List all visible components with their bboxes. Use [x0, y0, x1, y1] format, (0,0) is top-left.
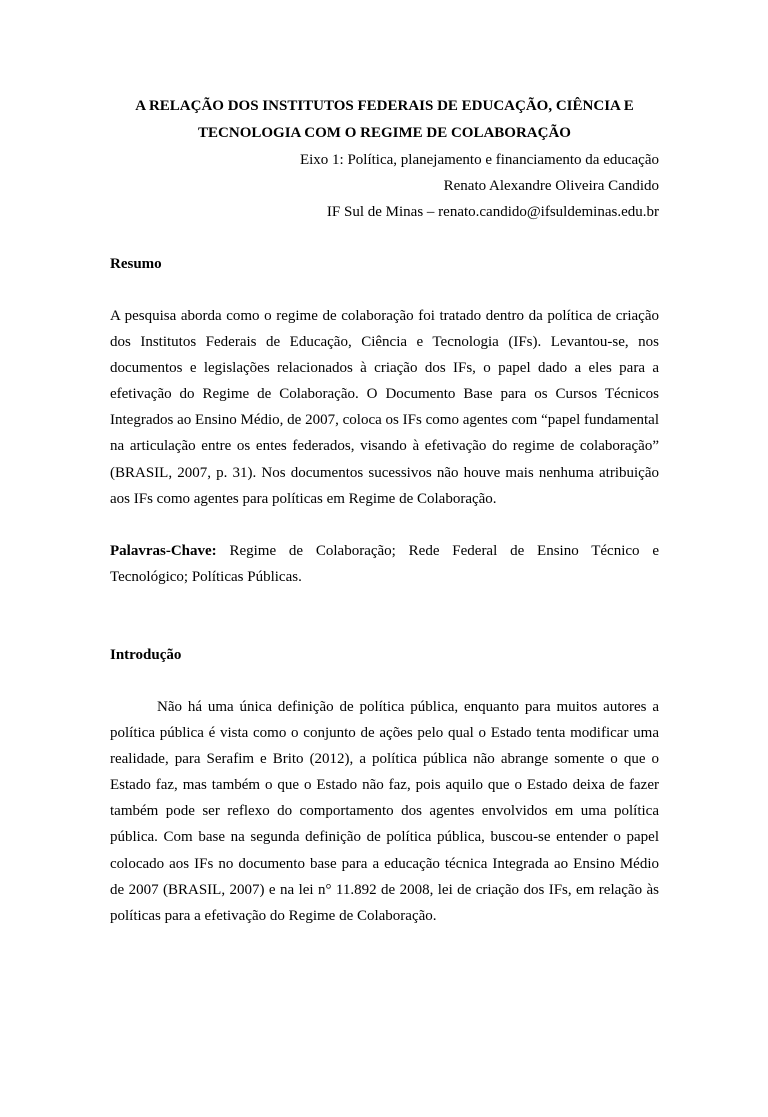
paper-title [110, 93, 659, 147]
introduction-heading: Introdução [110, 646, 182, 663]
thematic-axis: Eixo 1: Política, planejamento e financiamento da educação [299, 152, 659, 168]
author-affiliation: IF Sul de Minas – renato.candido@ifsuldeminas.edu.br [326, 204, 659, 220]
keywords-text: Regime de Colaboração; Rede Federal de Ensino Técnico e Tecnológico; Políticas Públicas. [110, 542, 659, 585]
keywords-paragraph [110, 538, 659, 590]
introduction-text: Não há uma única definição de política pública, enquanto para muitos autores a política pública é vista como o conjunto de ações pelo qual o Estado tenta modificar uma realidade, para Serafim e Brito (2012), a política pública não abrange somente o que o Estado faz, mas também o que o Estado não faz, pois aquilo que o Estado deixa de fazer também pode ser reflexo do comportamento dos agentes envolvidos em uma política pública. Com base na segunda definição de política pública, buscou-se entender o papel colocado aos IFs no documento base para a educação técnica Integrada ao Ensino Médio de 2007 (BRASIL, 2007) e na lei n° 11.892 de 2008, lei de criação dos IFs, em relação às políticas para a efetivação do Regime de Colaboração. [110, 698, 659, 924]
author-name: Renato Alexandre Oliveira Candido [443, 178, 659, 194]
paper-title-line-2: TECNOLOGIA COM O REGIME DE COLABORAÇÃO [198, 125, 571, 141]
paper-title-line-1: A RELAÇÃO DOS INSTITUTOS FEDERAIS DE EDUCAÇÃO, CIÊNCIA E [135, 98, 634, 114]
paper-metadata [110, 147, 659, 225]
document-page [0, 93, 768, 1117]
abstract-heading: Resumo [110, 256, 162, 272]
keywords-label: Palavras-Chave: [110, 542, 217, 559]
abstract-text: A pesquisa aborda como o regime de colaboração foi tratado dentro da política de criação dos Institutos Federais de Educação, Ciência e Tecnologia (IFs). Levantou-se, nos documentos e legislações relacionados à criação dos IFs, o papel dado a eles para a efetivação do Regime de Colaboração. O Documento Base para os Cursos Técnicos Integrados ao Ensino Médio, de 2007, coloca os IFs como agentes com “papel fundamental na articulação entre os entes federados, visando à efetivação do regime de colaboração” (BRASIL, 2007, p. 31). Nos documentos sucessivos não houve mais nenhuma atribuição aos IFs como agentes para políticas em Regime de Colaboração. [110, 308, 659, 507]
